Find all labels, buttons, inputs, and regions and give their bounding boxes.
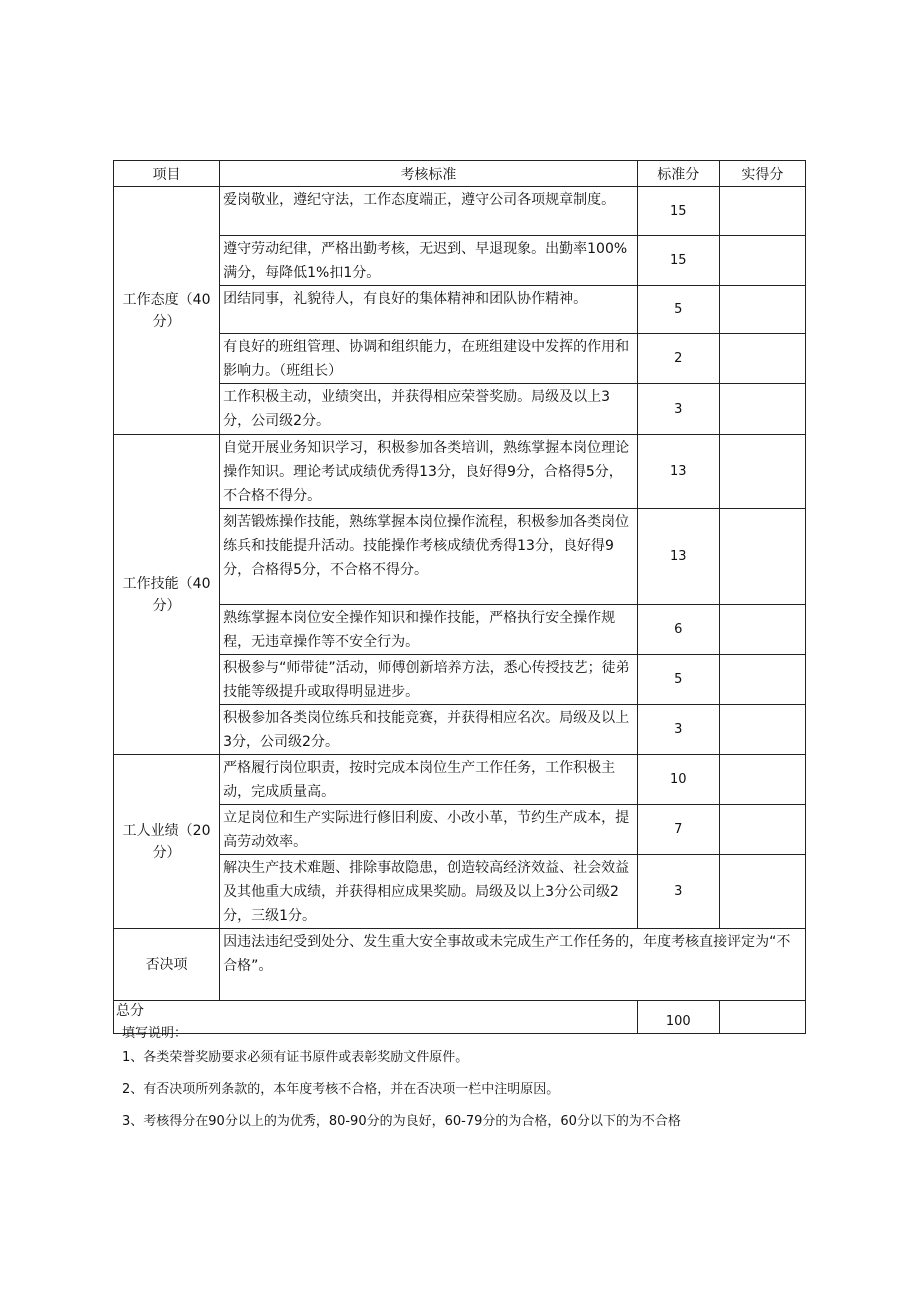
standard-score: 15	[637, 187, 719, 236]
total-actual-cell[interactable]	[719, 1001, 805, 1034]
actual-score-cell[interactable]	[719, 236, 805, 286]
standard-score: 10	[637, 755, 719, 805]
criteria-cell: 熟练掌握本岗位安全操作知识和操作技能，严格执行安全操作规程，无违章操作等不安全行为。	[220, 605, 638, 655]
criteria-cell: 爱岗敬业，遵纪守法，工作态度端正，遵守公司各项规章制度。	[220, 187, 638, 236]
actual-score-cell[interactable]	[719, 509, 805, 605]
group-label	[114, 187, 220, 435]
criteria-cell: 刻苦锻炼操作技能，熟练掌握本岗位操作流程，积极参加各类岗位练兵和技能提升活动。技能操作考核成绩优秀得13分，良好得9分，合格得5分，不合格不得分。	[220, 509, 638, 605]
total-score: 100	[637, 1001, 719, 1034]
group-label-line2: 分）	[152, 313, 181, 330]
instructions-title: 填写说明：	[122, 1026, 188, 1041]
standard-score: 13	[637, 435, 719, 509]
standard-score: 13	[637, 509, 719, 605]
actual-score-cell[interactable]	[719, 855, 805, 929]
header-criteria: 考核标准	[220, 161, 638, 187]
group-label	[114, 435, 220, 755]
table-row	[114, 755, 806, 805]
criteria-cell: 遵守劳动纪律，严格出勤考核，无迟到、早退现象。出勤率100%满分，每降低1%扣1分。	[220, 236, 638, 286]
standard-score: 15	[637, 236, 719, 286]
criteria-cell: 有良好的班组管理、协调和组织能力，在班组建设中发挥的作用和影响力。（班组长）	[220, 334, 638, 384]
actual-score-cell[interactable]	[719, 755, 805, 805]
actual-score-cell[interactable]	[719, 805, 805, 855]
standard-score: 5	[637, 286, 719, 334]
veto-label: 否决项	[114, 929, 220, 1001]
instructions	[122, 1025, 681, 1145]
standard-score: 3	[637, 855, 719, 929]
criteria-cell: 团结同事，礼貌待人，有良好的集体精神和团队协作精神。	[220, 286, 638, 334]
actual-score-cell[interactable]	[719, 605, 805, 655]
instruction-line: 1、各类荣誉奖励要求必须有证书原件或表彰奖励文件原件。	[122, 1050, 469, 1065]
group-label-line1: 工作技能（40	[122, 575, 211, 592]
header-item: 项目	[114, 161, 220, 187]
actual-score-cell[interactable]	[719, 384, 805, 435]
standard-score: 5	[637, 655, 719, 705]
criteria-cell: 工作积极主动，业绩突出，并获得相应荣誉奖励。局级及以上3分，公司级2分。	[220, 384, 638, 435]
standard-score: 3	[637, 384, 719, 435]
header-row	[114, 161, 806, 187]
criteria-cell: 严格履行岗位职责，按时完成本岗位生产工作任务，工作积极主动，完成质量高。	[220, 755, 638, 805]
group-label-line1: 工人业绩（20	[122, 822, 211, 839]
criteria-cell: 解决生产技术难题、排除事故隐患，创造较高经济效益、社会效益及其他重大成绩，并获得相应成果奖励。局级及以上3分公司级2分，三级1分。	[220, 855, 638, 929]
group-label-line1: 工作态度（40	[122, 291, 211, 308]
table-row	[114, 187, 806, 236]
actual-score-cell[interactable]	[719, 655, 805, 705]
veto-row	[114, 929, 806, 1001]
criteria-cell: 积极参加各类岗位练兵和技能竞赛，并获得相应名次。局级及以上3分，公司级2分。	[220, 705, 638, 755]
actual-score-cell[interactable]	[719, 286, 805, 334]
veto-criteria: 因违法违纪受到处分、发生重大安全事故或未完成生产工作任务的，年度考核直接评定为“不合格”。	[220, 929, 806, 1001]
group-label	[114, 755, 220, 929]
standard-score: 2	[637, 334, 719, 384]
instruction-line: 3、考核得分在90分以上的为优秀，80-90分的为良好，60-79分的为合格，60分以下的为不合格	[122, 1114, 681, 1129]
header-standard-score: 标准分	[637, 161, 719, 187]
header-actual-score: 实得分	[719, 161, 805, 187]
actual-score-cell[interactable]	[719, 435, 805, 509]
standard-score: 6	[637, 605, 719, 655]
standard-score: 7	[637, 805, 719, 855]
total-label: 总分	[114, 1001, 638, 1034]
group-label-line2: 分）	[152, 597, 181, 614]
criteria-cell: 立足岗位和生产实际进行修旧利废、小改小革，节约生产成本，提高劳动效率。	[220, 805, 638, 855]
table-row	[114, 435, 806, 509]
criteria-cell: 自觉开展业务知识学习，积极参加各类培训，熟练掌握本岗位理论操作知识。理论考试成绩优秀得13分，良好得9分，合格得5分，不合格不得分。	[220, 435, 638, 509]
assessment-table	[113, 160, 806, 1034]
standard-score: 3	[637, 705, 719, 755]
criteria-cell: 积极参与“师带徒”活动，师傅创新培养方法，悉心传授技艺；徒弟技能等级提升或取得明显进步。	[220, 655, 638, 705]
actual-score-cell[interactable]	[719, 334, 805, 384]
actual-score-cell[interactable]	[719, 187, 805, 236]
instruction-line: 2、有否决项所列条款的，本年度考核不合格，并在否决项一栏中注明原因。	[122, 1082, 560, 1097]
actual-score-cell[interactable]	[719, 705, 805, 755]
group-label-line2: 分）	[152, 844, 181, 861]
